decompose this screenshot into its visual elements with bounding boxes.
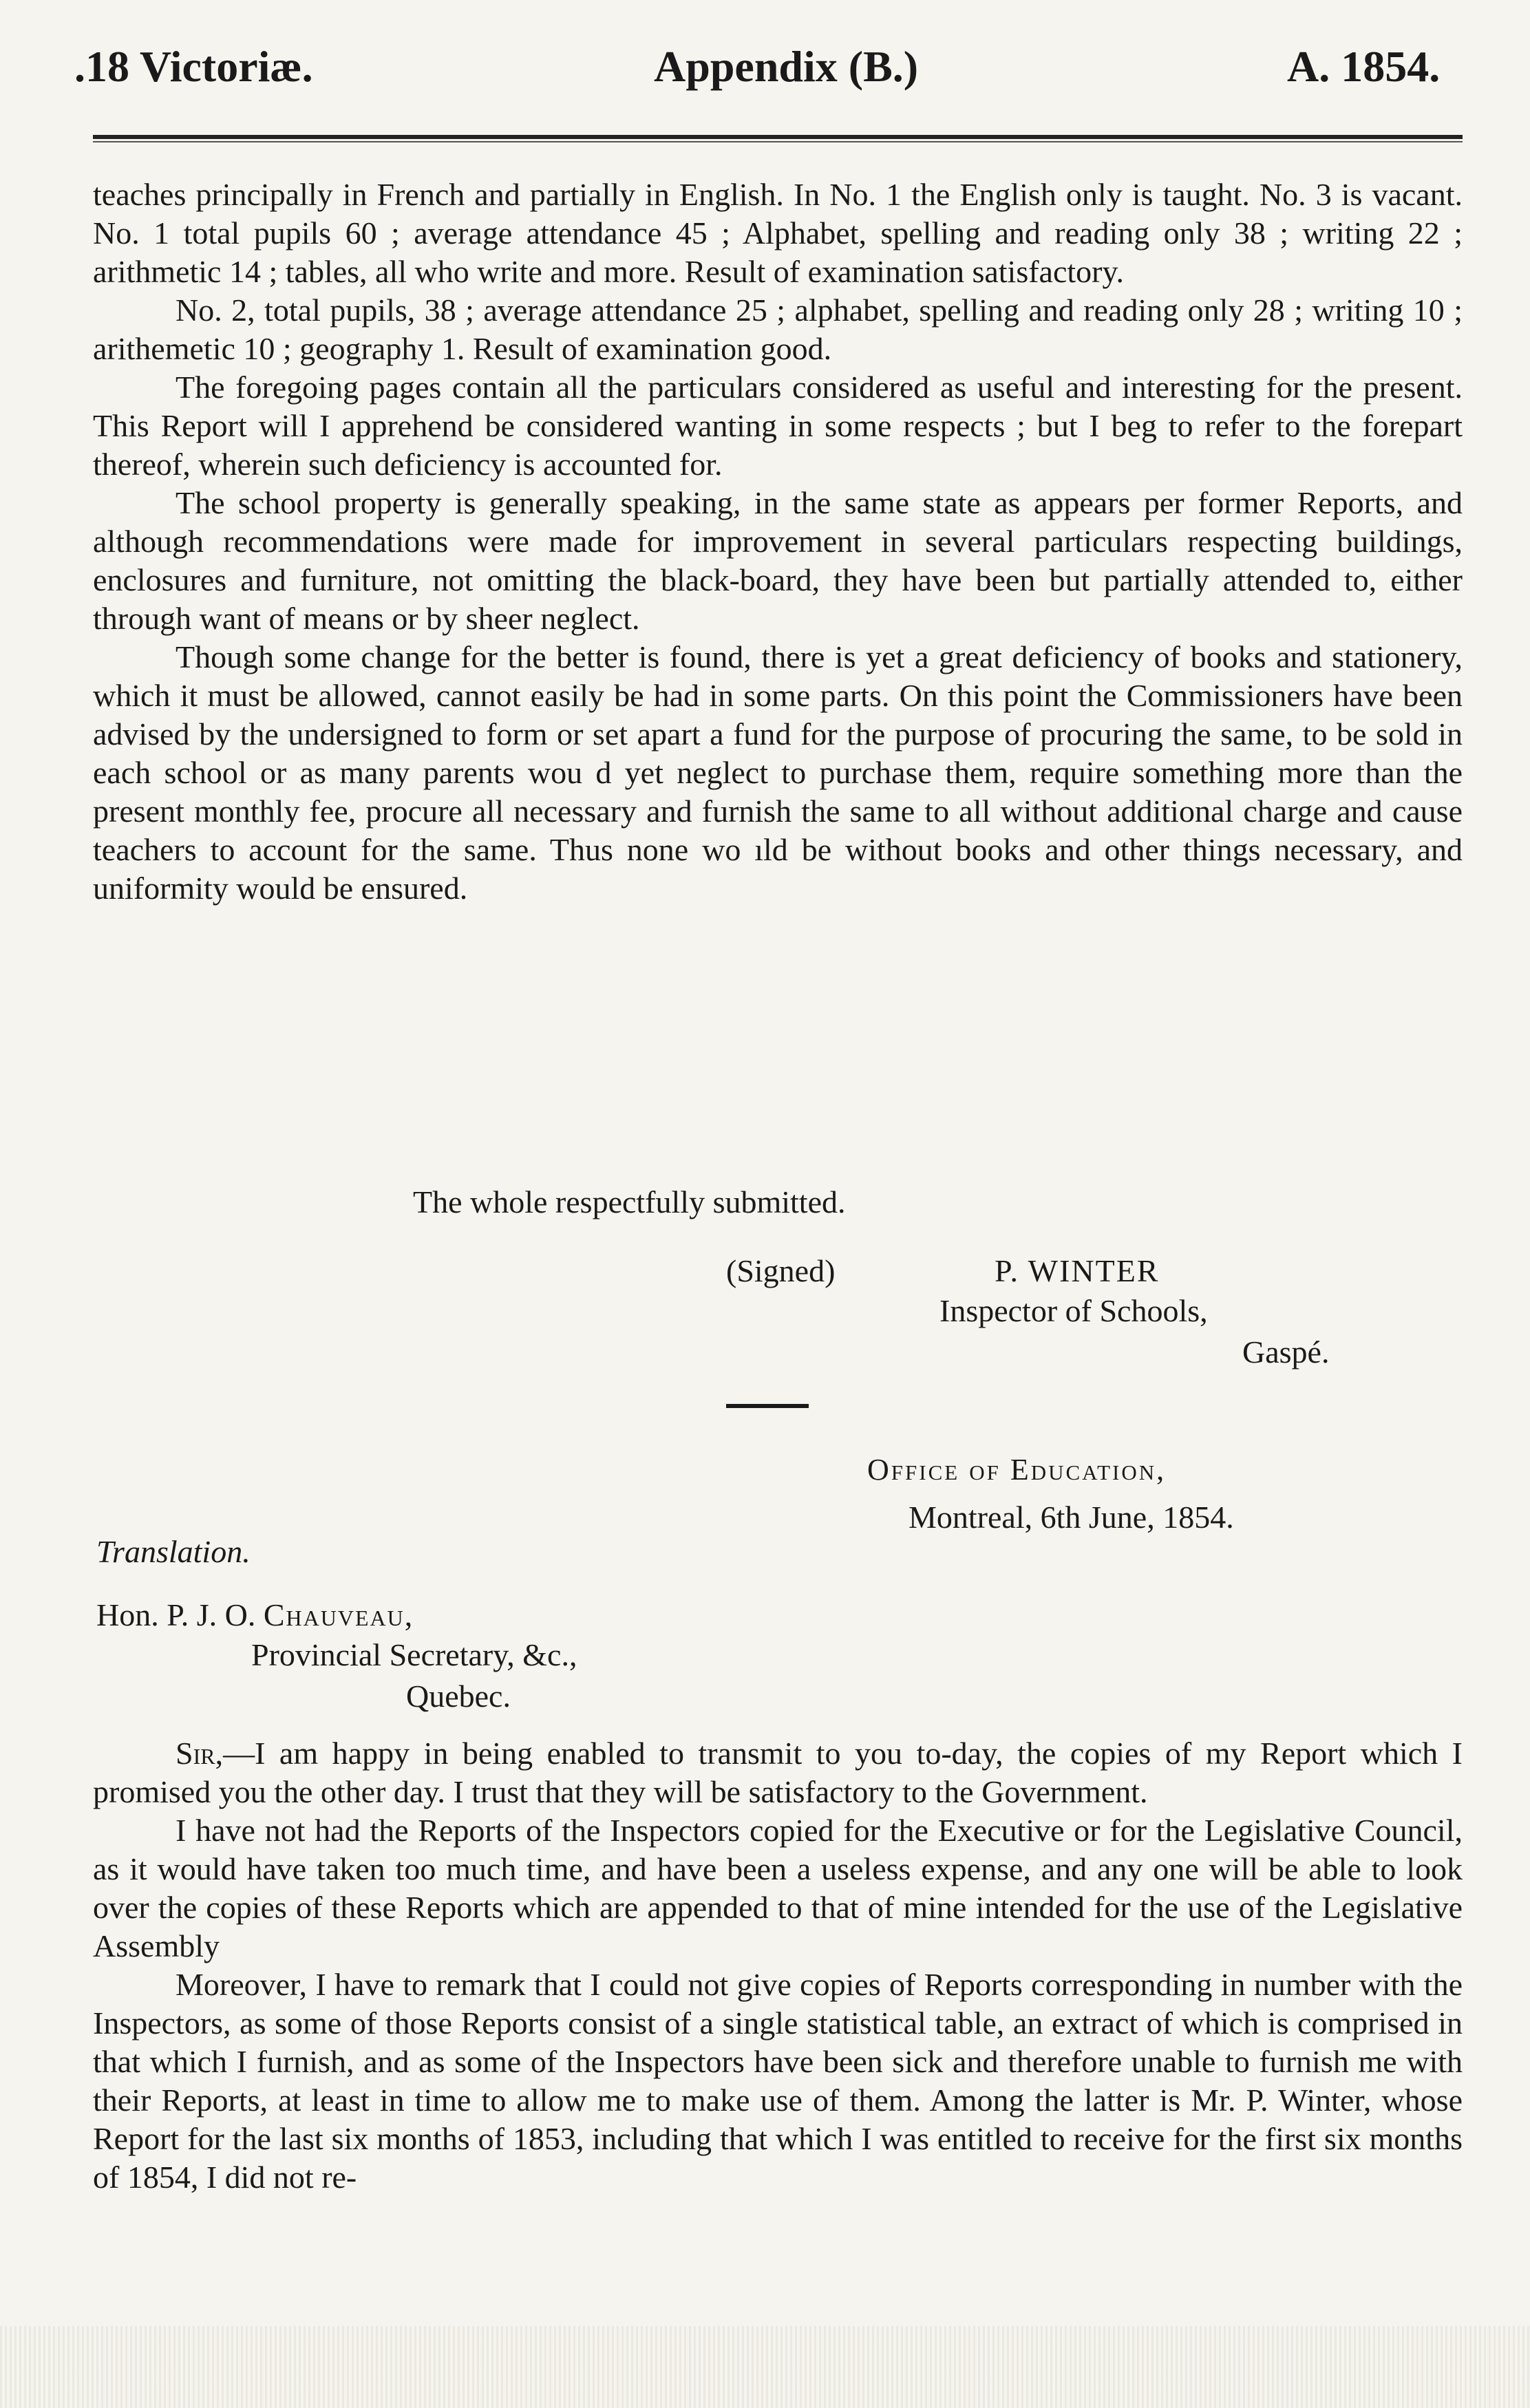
letter-date: Montreal, 6th June, 1854. <box>909 1500 1234 1535</box>
header-session: .18 Victoriæ. <box>74 42 313 91</box>
recipient-prefix: Hon. P. J. O. <box>96 1597 256 1632</box>
paragraph: The foregoing pages contain all the particulars considered as useful and interesting for the present. This Report will I apprehend be considered wanting in some respects ; but I beg to refer to the forepart thereof, wherein such deficiency is accounted for. <box>93 370 1463 482</box>
signed-label: (Signed) <box>726 1253 836 1288</box>
report-body <box>93 175 1463 908</box>
recipient-surname: Chauveau, <box>263 1597 414 1632</box>
paragraph: No. 2, total pupils, 38 ; average attendance 25 ; alphabet, spelling and reading only 28 ; writing 10 ; arithemetic 10 ; geography 1. Result of examination good. <box>93 292 1463 366</box>
paragraph: The school property is generally speaking, in the same state as appears per former Reports, and although recommendations were made for improvement in several particulars respecting buildings, enclosures and furniture, not omitting the black-board, they have been but partially attended to, either through want of means or by sheer neglect. <box>93 485 1463 636</box>
header-rule <box>93 135 1463 139</box>
header-year: A. 1854. <box>1287 42 1441 91</box>
signatory-place: Gaspé. <box>1242 1334 1330 1370</box>
signatory-name: P. WINTER <box>995 1253 1160 1288</box>
recipient-city: Quebec. <box>406 1679 511 1714</box>
paragraph: Moreover, I have to remark that I could not give copies of Reports corresponding in number with the Inspectors, as some of those Reports consist of a single statistical table, an extract of which is comprised in that which I furnish, and as some of the Inspectors have been sick and therefore unable to furnish me with their Reports, at least in time to allow me to make use of them. Among the latter is Mr. P. Winter, whose Report for the last six months of 1853, including that which I was entitled to receive for the first six months of 1854, I did not re- <box>93 1967 1463 2195</box>
letter-body <box>93 1734 1463 2197</box>
section-divider <box>726 1404 809 1408</box>
header-rule-thin <box>93 141 1463 142</box>
closing-line: The whole respectfully submitted. <box>413 1184 846 1219</box>
salutation: Sir, <box>176 1736 224 1771</box>
paragraph: I have not had the Reports of the Inspectors copied for the Executive or for the Legislative Council, as it would have taken too much time, and have been a useless expense, and any one will be able to look over the copies of these Reports which are appended to that of mine intended for the use of the Legislative Assembly <box>93 1813 1463 1963</box>
scan-noise <box>0 2326 1530 2408</box>
signatory-title: Inspector of Schools, <box>939 1293 1208 1328</box>
translation-label: Translation. <box>96 1534 251 1569</box>
running-header <box>0 41 1530 103</box>
letter-office: Office of Education, <box>867 1453 1167 1487</box>
paragraph: teaches principally in French and partially in English. In No. 1 the English only is taught. No. 3 is vacant. No. 1 total pupils 60 ; average attendance 45 ; Alphabet, spelling and reading only 38 ; writing 22 ; arithmetic 14 ; tables, all who write and more. Result of examination satisfactory. <box>93 177 1463 289</box>
recipient-name <box>96 1597 414 1633</box>
paragraph-text: —I am happy in being enabled to transmit to you to-day, the copies of my Report which I promised you the other day. I trust that they will be satisfactory to the Government. <box>93 1736 1463 1809</box>
header-appendix: Appendix (B.) <box>654 42 919 91</box>
paragraph <box>93 1734 1463 1811</box>
paragraph: Though some change for the better is found, there is yet a great deficiency of books and stationery, which it must be allowed, cannot easily be had in some parts. On this point the Commissioners have been advised by the undersigned to form or set apart a fund for the purpose of procuring the same, to be sold in each school or as many parents wou d yet neglect to purchase them, require something more than the present monthly fee, procure all necessary and furnish the same to all without additional charge and cause teachers to account for the same. Thus none wo ıld be without books and other things necessary, and uniformity would be ensured. <box>93 639 1463 906</box>
recipient-title: Provincial Secretary, &c., <box>251 1637 577 1672</box>
